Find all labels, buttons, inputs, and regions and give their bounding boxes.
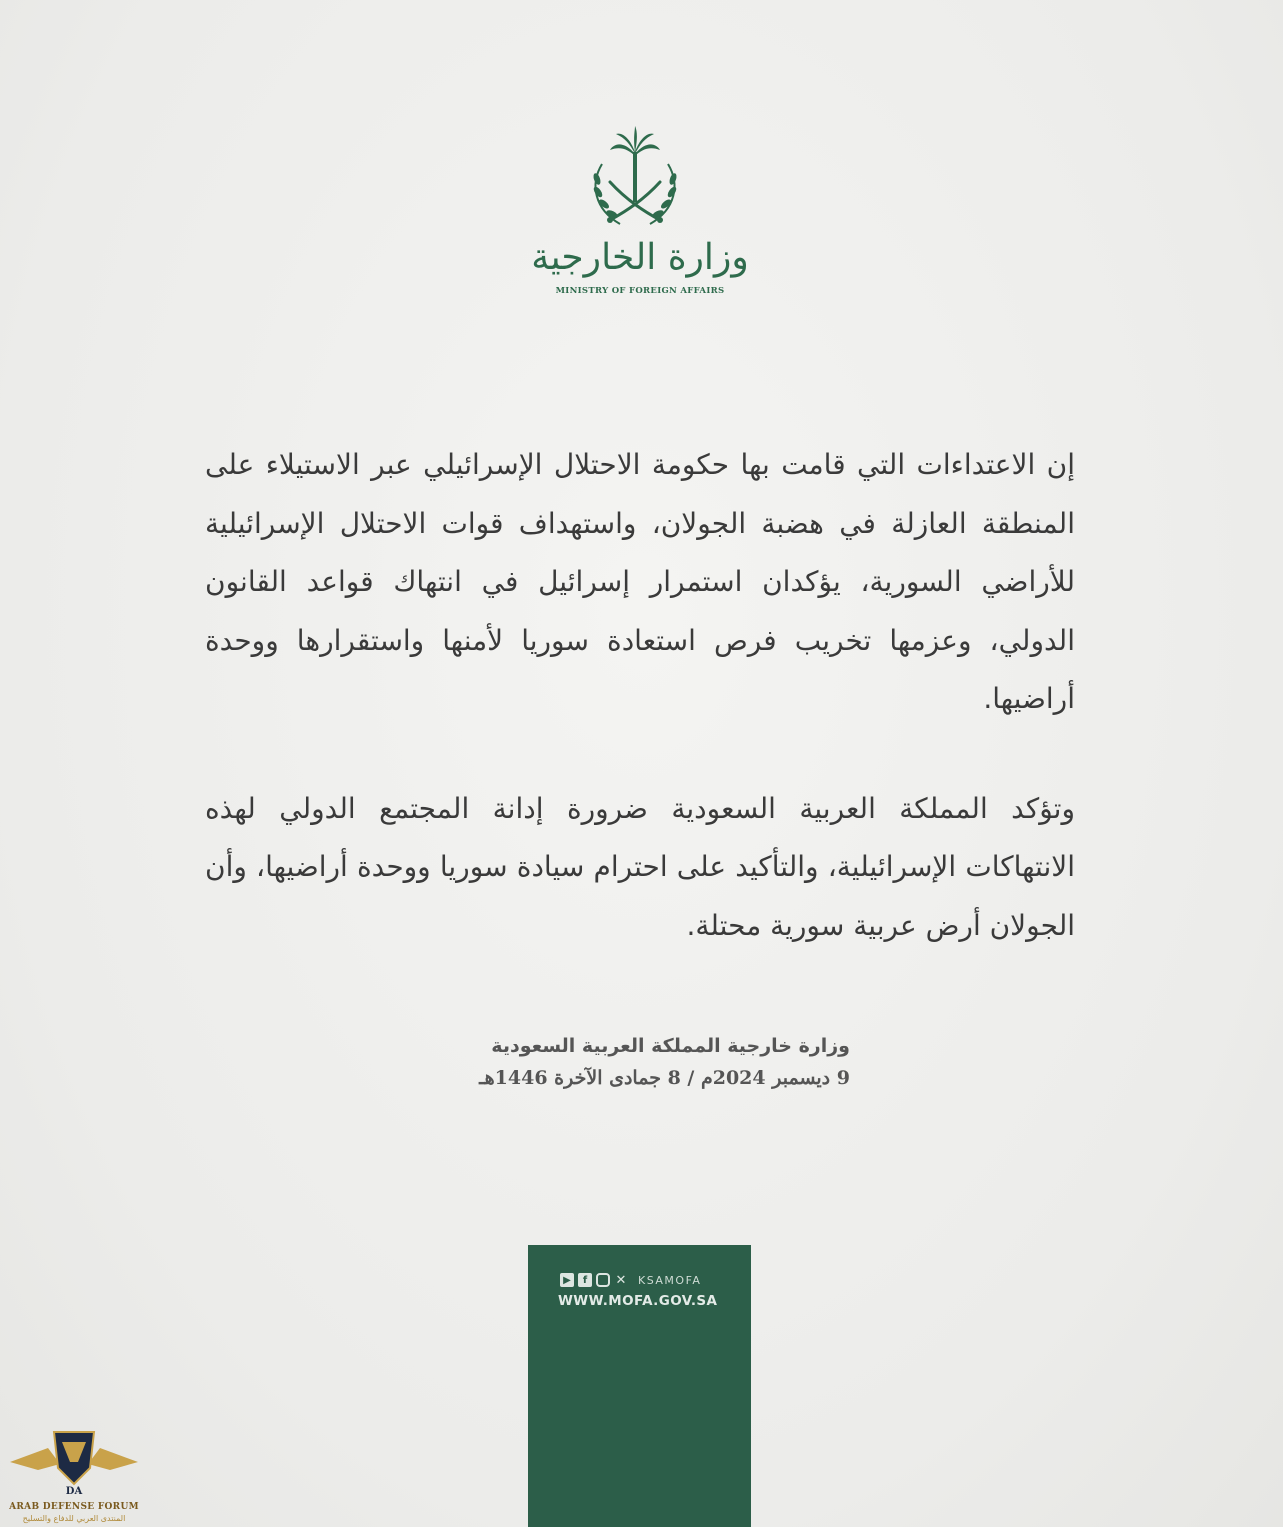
statement-paragraph-2: وتؤكد المملكة العربية السعودية ضرورة إدانة المجتمع الدولي لهذه الانتهاكات الإسرائيلية، والتأكيد على احترام سيادة سوريا ووحدة أراضيها، وأن الجولان أرض عربية سورية محتلة.: [205, 791, 1075, 942]
x-icon[interactable]: ✕: [615, 1272, 627, 1288]
social-handle[interactable]: KSAMOFA: [638, 1273, 702, 1287]
signature-block: [380, 1030, 850, 1094]
watermark-name-arabic: المنتدى العربي للدفاع والتسليح: [22, 1514, 126, 1523]
ministry-logo-english: MINISTRY OF FOREIGN AFFAIRS: [555, 286, 725, 296]
watermark: [8, 1418, 140, 1526]
youtube-icon[interactable]: ▶: [560, 1273, 574, 1287]
social-links: [560, 1271, 701, 1289]
arab-defense-forum-logo-icon: [8, 1418, 140, 1498]
statement-body: [205, 436, 1075, 955]
signature-date: 9 ديسمبر 2024م / 8 جمادى الآخرة 1446هـ: [479, 1067, 850, 1089]
watermark-badge-text: DA: [65, 1486, 83, 1497]
watermark-name-english: ARAB DEFENSE FORUM: [9, 1502, 139, 1512]
instagram-icon[interactable]: [596, 1273, 610, 1287]
footer-panel: [528, 1245, 751, 1527]
website-link[interactable]: WWW.MOFA.GOV.SA: [558, 1293, 718, 1309]
saudi-emblem-icon: [580, 124, 690, 234]
signature-issuer: وزارة خارجية المملكة العربية السعودية: [491, 1035, 850, 1057]
facebook-icon[interactable]: f: [578, 1273, 592, 1287]
ministry-logo-arabic: وزارة الخارجية: [531, 237, 749, 278]
statement-paragraph-1: إن الاعتداءات التي قامت بها حكومة الاحتلال الإسرائيلي عبر الاستيلاء على المنطقة العازلة في هضبة الجولان، واستهداف قوات الاحتلال الإسرائيلية للأراضي السورية، يؤكدان استمرار إسرائيل في انتهاك قواعد القانون الدولي، وعزمها تخريب فرص استعادة سوريا لأمنها واستقرارها ووحدة أراضيها.: [205, 448, 1075, 715]
